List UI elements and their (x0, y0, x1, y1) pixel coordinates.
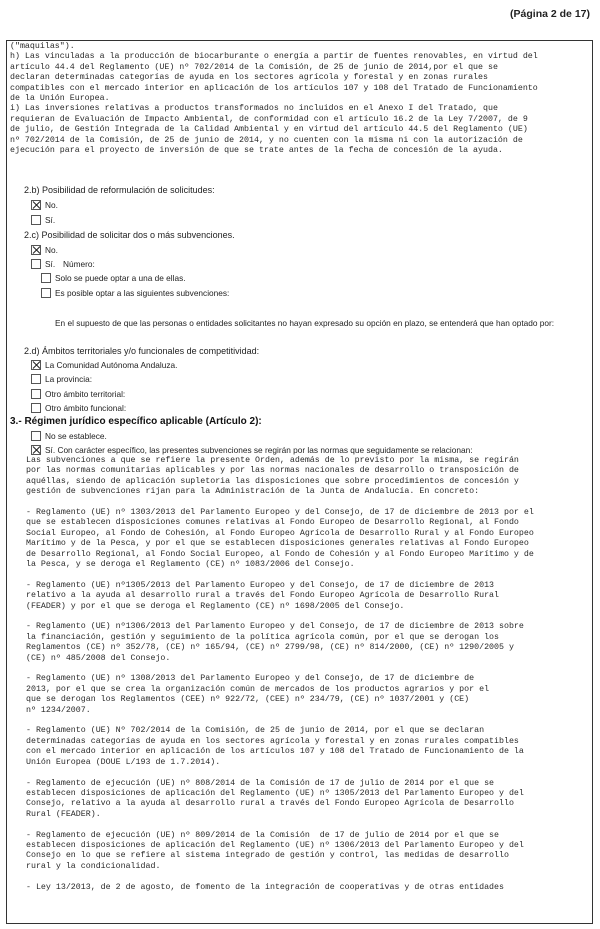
regimen-no-checkbox[interactable] (31, 431, 41, 441)
numero-label: Número: (63, 259, 95, 269)
regimen-paragraph: - Ley 13/2013, de 2 de agosto, de fomento de la integración de cooperativas y de otras entidades (26, 882, 504, 892)
regimen-paragraph: - Reglamento (UE) nº 1303/2013 del Parlamento Europeo y del Consejo, de 17 de diciembre de 2013 por el que se establecen disposiciones comunes relativas al Fondo Europeo de Desarrollo Regional, al Fondo Social Europeo, al Fondo de Cohesión, al Fondo Europeo Agrícola de Desarrollo Rural y al Fondo Europeo Marítimo y de la Pesca, y por el que se establecen disposiciones generales relativas al Fondo Europeo de Desarrollo Regional, al Fondo Social Europeo, al Fondo de Cohesión y al Fondo Europeo Marítimo y de la Pesca, y se deroga el Reglamento (CE) nº 1083/2006 del Consejo. (26, 508, 534, 570)
intro-text (10, 42, 538, 156)
regimen-paragraph: - Reglamento (UE) nº1305/2013 del Parlamento Europeo y del Consejo, de 17 de diciembre de 2013 relativo a la ayuda al desarrollo rural a través del Fondo Europeo Agrícola de Desarrollo Rural (FEADER) y por el que se deroga el Reglamento (CE) nº 1698/2005 del Consejo. (26, 580, 499, 611)
several-checkbox[interactable] (41, 288, 51, 298)
intro-line: de julio, de Gestión Integrada de la Calidad Ambiental y en virtud del artículo 44.5 del Reglamento (UE) (10, 125, 528, 135)
provincia-checkbox[interactable] (31, 374, 41, 384)
only-one-label: Solo se puede optar a una de ellas. (55, 273, 186, 283)
multiple-si-label: Sí. (45, 259, 56, 269)
intro-line: compatibles con el mercado interior en aplicación de los artículos 107 y 108 del Tratado de Funcionamiento (10, 83, 538, 93)
regimen-paragraph: - Reglamento (UE) Nº 702/2014 de la Comisión, de 25 de junio de 2014, por el que se declaran determinadas categorías de ayuda en los sectores agrícola y forestal y en zonas rurales compatibles con el mercado interior en aplicación de los artículos 107 y 108 del Tratado de Funcionamiento de la Unión Europea (DOUE L/193 de 1.7.2014). (26, 726, 524, 767)
regimen-paragraph: - Reglamento de ejecución (UE) nº 809/2014 de la Comisión de 17 de julio de 2014 por el que se establecen disposiciones de aplicación del Reglamento (UE) nº 1306/2013 del Parlamento Europeo y del Consejo en lo que se refiere al sistema integrado de gestión y control, las medidas de desarrollo rural y la condicionalidad. (26, 830, 524, 871)
intro-line: artículo 44.4 del Reglamento (UE) nº 702/2014 de la Comisión, de 25 de junio de 2014,por el que se (10, 62, 498, 72)
page-number: (Página 2 de 17) (510, 8, 590, 20)
section-3-title: 3.- Régimen jurídico específico aplicable (Artículo 2): (10, 416, 262, 427)
otro-funcional-label: Otro ámbito funcional: (45, 403, 127, 413)
only-one-checkbox[interactable] (41, 273, 51, 283)
regimen-paragraph: - Reglamento (UE) nº 1308/2013 del Parlamento Europeo y del Consejo, de 17 de diciembre de 2013, por el que se crea la organización común de mercados de los productos agrarios y por el que se derogan los Reglamentos (CEE) nº 922/72, (CEE) nº 234/79, (CE) nº 1037/2001 y (CE) nº 1234/2007. (26, 674, 490, 715)
reformulation-no-label: No. (45, 200, 58, 210)
multiple-si-checkbox[interactable] (31, 259, 41, 269)
regimen-no-label: No se establece. (45, 431, 107, 441)
intro-line: ("maquilas"). (10, 42, 75, 51)
reformulation-si-checkbox[interactable] (31, 215, 41, 225)
regimen-paragraph: Las subvenciones a que se refiere la presente Orden, además de lo previsto por la misma, se regirán por las normas comunitarias aplicables y por las normas nacionales de desarrollo o transposición de aquéllas, siendo de aplicación supletoria las disposiciones que sobre procedimientos de concesión y gestión de subvenciones rijan para la Administración de la Junta de Andalucía. En concreto: (26, 456, 519, 497)
default-option-note: En el supuesto de que las personas o entidades solicitantes no hayan expresado su opción en plazo, se entenderá que han optado por: (55, 318, 555, 328)
otro-funcional-checkbox[interactable] (31, 403, 41, 413)
intro-line: h) Las vinculadas a la producción de biocarburante o energía a partir de fuentes renovables, en virtud del (10, 52, 538, 62)
regimen-paragraph: - Reglamento de ejecución (UE) nº 808/2014 de la Comisión de 17 de julio de 2014 por el que se establecen disposiciones de aplicación del Reglamento (UE) nº 1305/2013 del Parlamento Europeo y del Consejo, relativo a la ayuda al desarrollo rural a través del Fondo Europeo Agrícola de Desarrollo Rural (FEADER). (26, 778, 524, 819)
andalucia-label: La Comunidad Autónoma Andaluza. (45, 360, 178, 370)
intro-line: de la Unión Europea. (10, 94, 110, 104)
reformulation-no-checkbox[interactable] (31, 200, 41, 210)
intro-line: i) Las inversiones relativas a productos transformados no incluidos en el Anexo I del Tratado, que (10, 104, 498, 114)
provincia-label: La provincia: (45, 374, 93, 384)
several-label: Es posible optar a las siguientes subvenciones: (55, 288, 230, 298)
regimen-si-label: Sí. Con carácter específico, las presentes subvenciones se regirán por las normas que seguidamente se relacionan: (45, 445, 473, 455)
multiple-no-checkbox[interactable] (31, 245, 41, 255)
section-2b-title: 2.b) Posibilidad de reformulación de solicitudes: (24, 185, 215, 195)
regimen-text (26, 456, 534, 903)
otro-territorial-label: Otro ámbito territorial: (45, 389, 126, 399)
intro-line: requieran de Evaluación de Impacto Ambiental, de conformidad con el artículo 16.2 de la Ley 7/2007, de 9 (10, 114, 528, 124)
section-2d-title: 2.d) Ámbitos territoriales y/o funcionales de competitividad: (24, 346, 260, 356)
otro-territorial-checkbox[interactable] (31, 389, 41, 399)
section-2c-title: 2.c) Posibilidad de solicitar dos o más subvenciones. (24, 230, 235, 240)
regimen-paragraph: - Reglamento (UE) nº1306/2013 del Parlamento Europeo y del Consejo, de 17 de diciembre de 2013 sobre la financiación, gestión y seguimiento de la política agrícola común, por el que se derogan los Reglamentos (CE) nº 352/78, (CE) nº 165/94, (CE) nº 2799/98, (CE) nº 814/2000, (CE) nº 1290/2005 y (CE) nº 485/2008 del Consejo. (26, 622, 524, 663)
intro-line: nº 702/2014 de la Comisión, de 25 de junio de 2014, y no cuenten con la misma ni con la autorización de (10, 135, 523, 145)
regimen-si-checkbox[interactable] (31, 445, 41, 455)
multiple-no-label: No. (45, 245, 58, 255)
reformulation-si-label: Sí. (45, 215, 56, 225)
intro-line: ejecución para el proyecto de inversión de que se trate antes de la fecha de concesión de la ayuda. (10, 146, 503, 156)
intro-line: declaran determinadas categorías de ayuda en los sectores agrícola y forestal y en zonas rurales (10, 73, 488, 83)
andalucia-checkbox[interactable] (31, 360, 41, 370)
